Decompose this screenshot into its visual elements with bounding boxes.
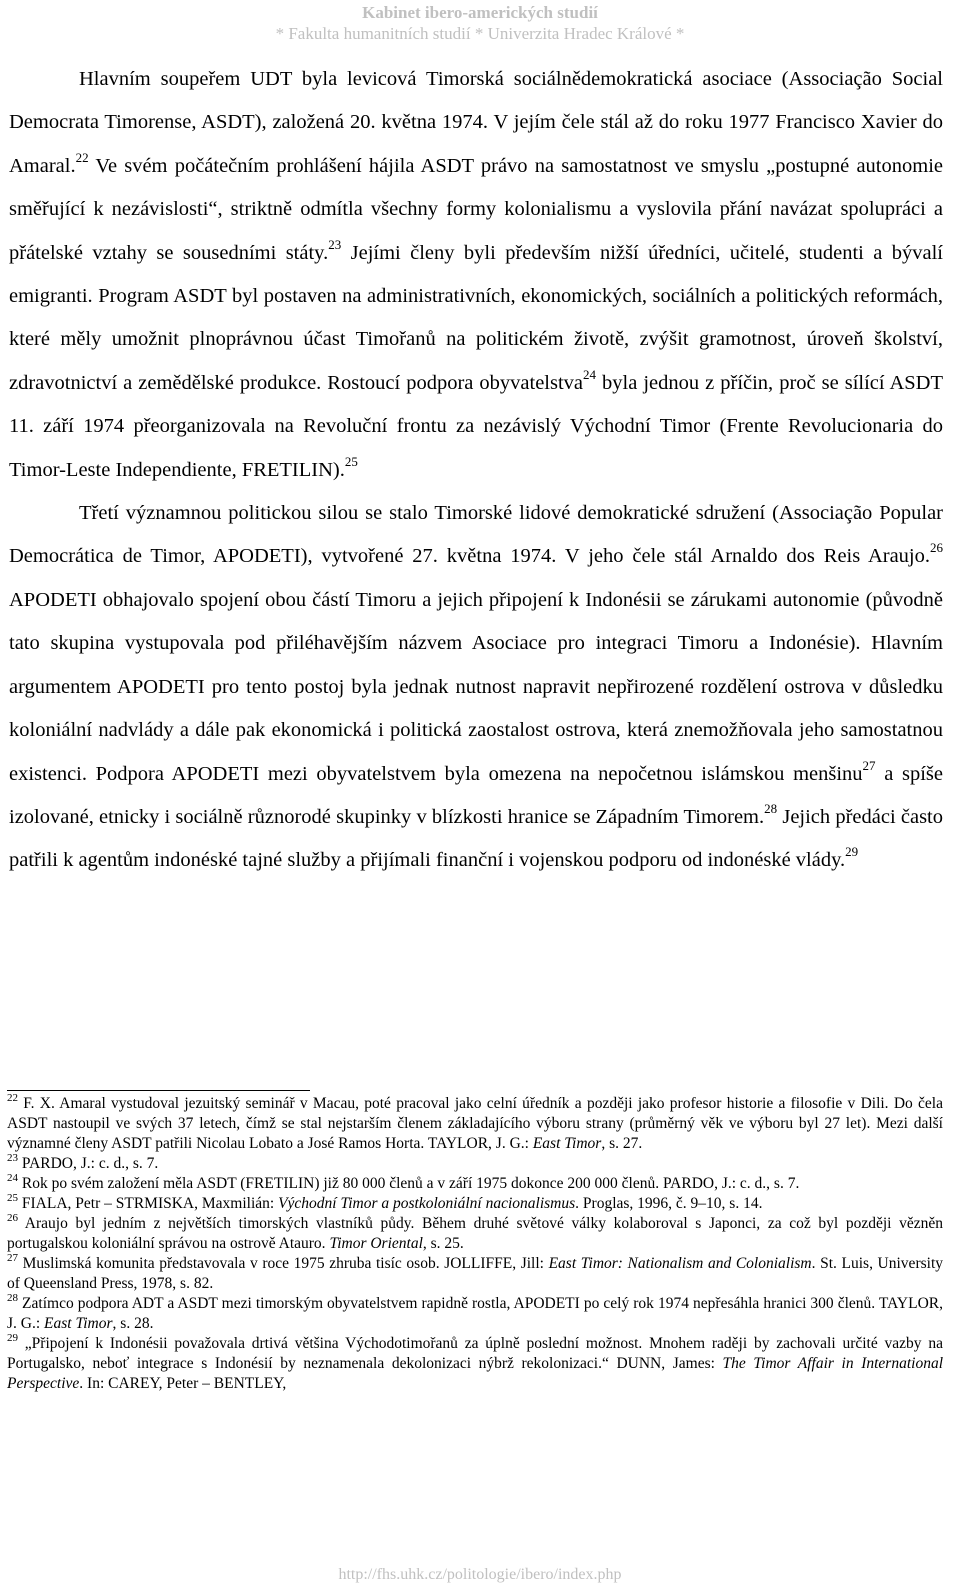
footnote-27 [7, 1254, 943, 1294]
header-title: Kabinet ibero-amerických studií [362, 3, 598, 22]
footnote-separator [7, 1090, 310, 1091]
footnote-text: PARDO, J.: c. d., s. 7. [18, 1155, 159, 1172]
text-run: byla jednou z příčin, proč se sílící ASDT 11. září 1974 přeorganizovala na Revoluční frontu za nezávislý Východní Timor (Frente Revolucionaria do Timor-Leste Independiente, FRETILIN). [9, 371, 943, 481]
text-run: Třetí významnou politickou silou se stalo Timorské lidové demokratické sdružení (Associação Popular Democrática de Timor, APODETI), vytvořené 27. května 1974. V jeho čele stál Arnaldo dos Reis Araujo. [9, 502, 943, 568]
footnote-text: Zatímco podpora ADT a ASDT mezi timorským obyvatelstvem rapidně rostla, APODETI po celý rok 1974 nepřesáhla hranici 300 členů. TAYLOR, J. G.: [7, 1295, 943, 1332]
footnote-22 [7, 1094, 943, 1154]
footnote-text: , s. 28. [112, 1315, 154, 1332]
footnote-text: Araujo byl jedním z největších timorských vlastníků půdy. Během druhé světové války kolaboroval s Japonci, za což byl později vězněn portugalskou koloniální správou na ostrově Atauro. [7, 1215, 943, 1252]
footnote-text: Muslimská komunita představovala v roce 1975 zhruba tisíc osob. JOLLIFFE, Jill: [18, 1255, 549, 1272]
footnote-ref[interactable]: 29 [845, 844, 859, 860]
footnote-number: 26 [7, 1212, 18, 1224]
footnote-title: East Timor [532, 1135, 602, 1152]
footnote-23 [7, 1154, 943, 1174]
footnote-ref[interactable]: 25 [344, 453, 358, 469]
paragraph-2 [9, 492, 943, 883]
text-run: a spíše izolované, etnicky i sociálně různorodé skupinky v blízkosti hranice se Západním Timorem. [9, 762, 943, 828]
text-run: APODETI obhajovalo spojení obou částí Timoru a jejich připojení k Indonésii se zárukami autonomie (původně tato skupina vystupovala pod přiléhavějším názvem Asociace pro integraci Timoru a Indonésie). Hlavním argumentem APODETI pro tento postoj byla jednak nutnost napravit nepřirozené rozdělení ostrova v důsledku koloniální nadvlády a dále pak ekonomická i politická zaostalost ostrova, která znemožňovala jeho samostatnou existenci. Podpora APODETI mezi obyvatelstvem byla omezena na nepočetnou islámskou menšinu [9, 588, 943, 785]
footnote-title: East Timor [44, 1315, 113, 1332]
footnote-25 [7, 1194, 943, 1214]
main-text [9, 58, 943, 883]
footnote-title: Timor Oriental [329, 1235, 423, 1252]
footnote-title: Východní Timor a postkoloniální nacionalismus [278, 1195, 576, 1212]
footnote-ref[interactable]: 26 [930, 540, 943, 556]
footnote-text: FIALA, Petr – STRMISKA, Maxmilián: [18, 1195, 279, 1212]
footnote-text: „Připojení k Indonésii považovala drtivá většina Východotimořanů za úplně poslední možnost. Mnohem raději by zachovali určité vazby na Portugalsko, neboť integrace s Indonésií by neznamenala dekolonizaci nýbrž rekolonizaci.“ DUNN, James: [7, 1335, 943, 1372]
footnote-number: 23 [7, 1152, 18, 1164]
footnote-24 [7, 1174, 943, 1194]
footnote-text: . In: CAREY, Peter – BENTLEY, [79, 1375, 287, 1392]
footnote-text: . Proglas, 1996, č. 9–10, s. 14. [575, 1195, 763, 1212]
footnote-text: . St. Luis, University of Queensland Press, 1978, s. 82. [7, 1255, 943, 1292]
footnote-number: 29 [7, 1332, 18, 1344]
text-run: Jejími členy byli především nižší úředníci, učitelé, studenti a bývalí emigranti. Program ASDT byl postaven na administrativních, ekonomických, sociálních a politických reformách, které měly umožnit plnoprávnou účast Timořanů na politickém životě, zvýšit gramotnost, úroveň školství, zdravotnictví a zemědělské produkce. Rostoucí podpora obyvatelstva [9, 241, 943, 394]
footnote-number: 25 [7, 1192, 18, 1204]
text-run: Ve svém počátečním prohlášení hájila ASDT právo na samostatnost ve smyslu „postupné autonomie směřující k nezávislosti“, striktně odmítla všechny formy kolonialismu a vyslovila přání navázat spolupráci a přátelské vztahy se sousedními státy. [9, 154, 943, 264]
footnote-text: , s. 25. [422, 1235, 464, 1252]
text-run: Jejich předáci často patřili k agentům indonéské tajné služby a přijímali finanční i vojenskou podporu od indonéské vlády. [9, 805, 943, 872]
footnote-text: , s. 27. [601, 1135, 643, 1152]
text-run: Hlavním soupeřem UDT byla levicová Timorská sociálnědemokratická asociace (Associação Social Democrata Timorense, ASDT), založená 20. května 1974. V jejím čele stál až do roku 1977 Francisco Xavier do Amaral. [9, 68, 943, 177]
footnote-number: 27 [7, 1252, 18, 1264]
paragraph-1 [9, 58, 943, 492]
footnote-28 [7, 1294, 943, 1334]
footnote-29 [7, 1334, 943, 1394]
footnotes [7, 1094, 943, 1394]
footnote-ref[interactable]: 24 [583, 366, 597, 382]
footnote-ref[interactable]: 27 [862, 757, 876, 773]
footnote-ref[interactable]: 28 [764, 800, 778, 816]
footnote-title: East Timor: Nationalism and Colonialism [548, 1255, 812, 1272]
footnote-number: 22 [7, 1092, 18, 1104]
footnote-text: Rok po svém založení měla ASDT (FRETILIN) již 80 000 členů a v září 1975 dokonce 200 000 členů. PARDO, J.: c. d., s. 7. [18, 1175, 800, 1192]
footnote-ref[interactable]: 23 [328, 236, 342, 252]
footnote-title: The Timor Affair in International Perspective [7, 1355, 943, 1392]
footer-url[interactable]: http://fhs.uhk.cz/politologie/ibero/index.php [338, 1566, 622, 1583]
footnote-ref[interactable]: 22 [75, 149, 89, 165]
footnote-26 [7, 1214, 943, 1254]
footnote-number: 28 [7, 1292, 18, 1304]
header-subtitle: * Fakulta humanitních studií * Univerzita Hradec Králové * [275, 24, 685, 43]
footnote-number: 24 [7, 1172, 18, 1184]
page-header [0, 2, 960, 44]
footnote-text: F. X. Amaral vystudoval jezuitský seminář v Macau, poté pracoval jako celní úředník a později jako profesor historie a filosofie v Dili. Do čela ASDT nastoupil ve svých 37 letech, čímž se stal nejstarším členem základajícího výboru strany (průměrný věk ve výboru byl 27 let). Mezi další významné členy ASDT patřili Nicolau Lobato a José Ramos Horta. TAYLOR, J. G.: [7, 1095, 943, 1152]
